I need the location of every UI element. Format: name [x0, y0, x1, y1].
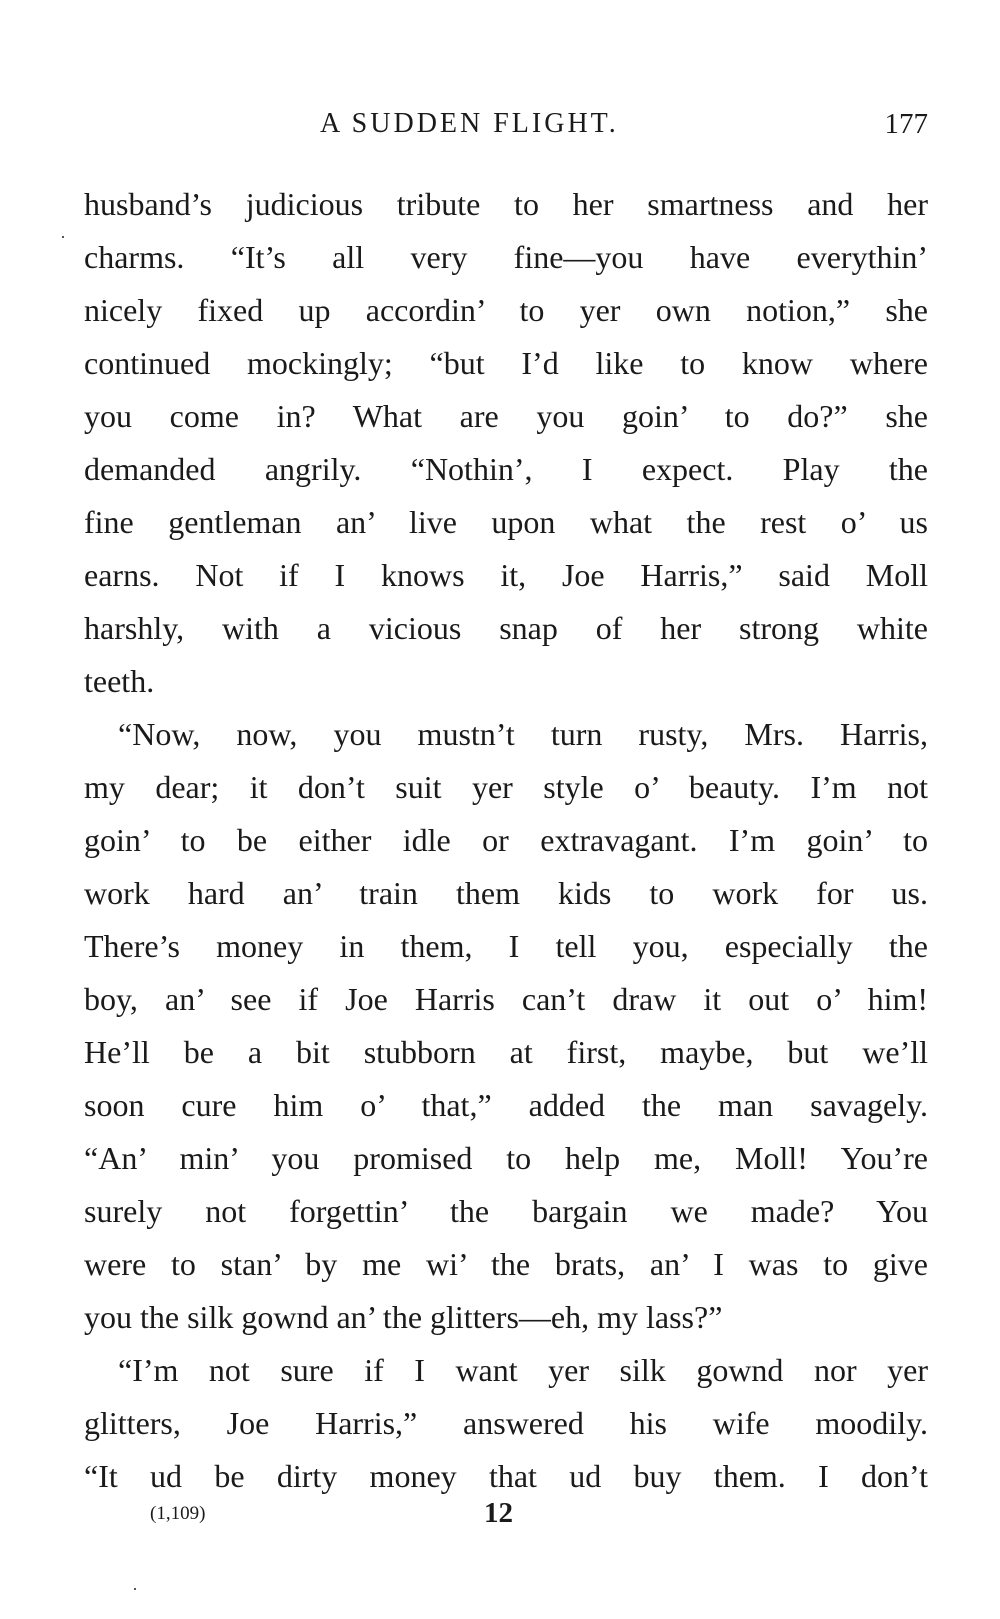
- text-line: charms. “It’s all very fine—you have everythin’: [84, 239, 928, 275]
- text-line: fine gentleman an’ live upon what the rest o’ us: [84, 504, 928, 540]
- text-line: “I’m not sure if I want yer silk gownd nor yer: [118, 1352, 928, 1388]
- text-line: surely not forgettin’ the bargain we made? You: [84, 1193, 928, 1229]
- text-line: teeth.: [84, 663, 155, 699]
- text-line: goin’ to be either idle or extravagant. I’m goin’ to: [84, 822, 928, 858]
- page-footer: [84, 1497, 928, 1537]
- print-speck: [62, 236, 64, 238]
- text-line: demanded angrily. “Nothin’, I expect. Play the: [84, 451, 928, 487]
- body-text: [84, 178, 928, 1503]
- text-line: you come in? What are you goin’ to do?” she: [84, 398, 928, 434]
- text-line: There’s money in them, I tell you, especially the: [84, 928, 928, 964]
- text-line: boy, an’ see if Joe Harris can’t draw it out o’ him!: [84, 981, 928, 1017]
- signature-mark: (1,109): [150, 1503, 206, 1524]
- text-line: “It ud be dirty money that ud buy them. I don’t: [84, 1458, 928, 1494]
- gathering-number: 12: [484, 1497, 513, 1529]
- page-header: [84, 108, 928, 148]
- text-line: husband’s judicious tribute to her smartness and her: [84, 186, 928, 222]
- text-line: earns. Not if I knows it, Joe Harris,” said Moll: [84, 557, 928, 593]
- page-number: 177: [884, 108, 928, 140]
- text-line: continued mockingly; “but I’d like to know where: [84, 345, 928, 381]
- text-line: “An’ min’ you promised to help me, Moll! You’re: [84, 1140, 928, 1176]
- text-line: you the silk gownd an’ the glitters—eh, my lass?”: [84, 1299, 723, 1335]
- text-line: nicely fixed up accordin’ to yer own notion,” she: [84, 292, 928, 328]
- text-line: soon cure him o’ that,” added the man savagely.: [84, 1087, 928, 1123]
- text-line: work hard an’ train them kids to work for us.: [84, 875, 928, 911]
- text-line: were to stan’ by me wi’ the brats, an’ I was to give: [84, 1246, 928, 1282]
- print-speck: [134, 1588, 136, 1590]
- running-title: A SUDDEN FLIGHT.: [320, 108, 619, 139]
- text-line: my dear; it don’t suit yer style o’ beauty. I’m not: [84, 769, 928, 805]
- text-line: harshly, with a vicious snap of her strong white: [84, 610, 928, 646]
- text-line: “Now, now, you mustn’t turn rusty, Mrs. Harris,: [118, 716, 928, 752]
- text-line: glitters, Joe Harris,” answered his wife moodily.: [84, 1405, 928, 1441]
- text-line: He’ll be a bit stubborn at first, maybe, but we’ll: [84, 1034, 928, 1070]
